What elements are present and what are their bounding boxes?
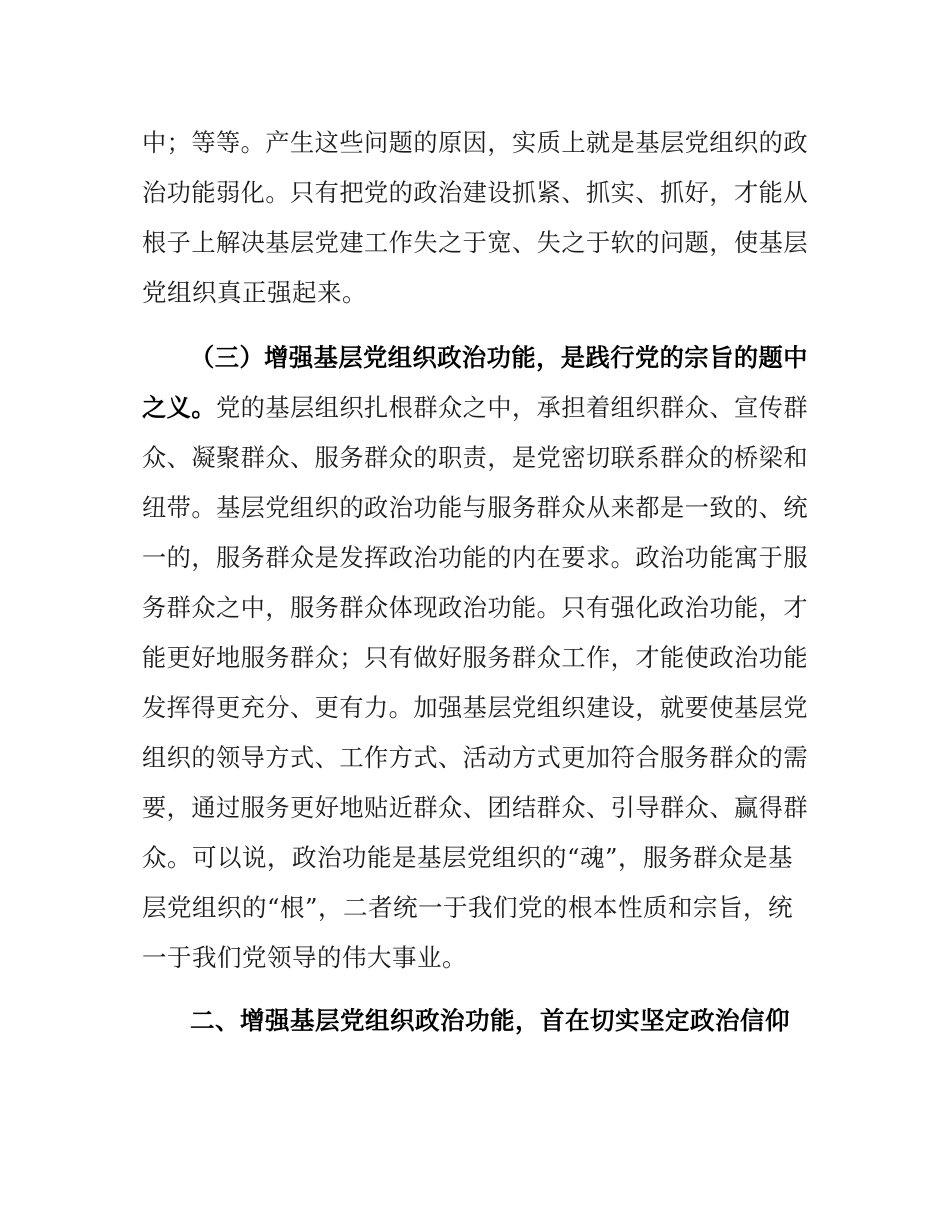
- paragraph-line: 众。可以说，政治功能是基层党组织的“魂”，服务群众是基: [142, 843, 794, 872]
- paragraph-line: 一的，服务群众是发挥政治功能的内在要求。政治功能寓于服: [142, 543, 808, 572]
- paragraph-line: 能更好地服务群众；只有做好服务群众工作，才能使政治功能: [142, 643, 808, 672]
- paragraph-line: 发挥得更充分、更有力。加强基层党组织建设，就要使基层党: [142, 693, 808, 722]
- paragraph-line: 组织的领导方式、工作方式、活动方式更加符合服务群众的需: [142, 743, 808, 772]
- subsection-heading-end: 之义。: [142, 393, 216, 422]
- paragraph-line: 一于我们党领导的伟大事业。: [142, 943, 467, 972]
- paragraph-line: 层党组织的“根”，二者统一于我们党的根本性质和宗旨，统: [142, 893, 794, 922]
- paragraph-line: 治功能弱化。只有把党的政治建设抓紧、抓实、抓好，才能从: [142, 178, 808, 207]
- paragraph-line: 众、凝聚群众、服务群众的职责，是党密切联系群众的桥梁和: [142, 443, 808, 472]
- paragraph-line: [142, 390, 808, 426]
- paragraph-text: 党的基层组织扎根群众之中，承担着组织群众、宣传群: [216, 393, 808, 422]
- subsection-heading: （三）增强基层党组织政治功能，是践行党的宗旨的题中: [190, 343, 808, 372]
- section-heading: 二、增强基层党组织政治功能，首在切实坚定政治信仰: [190, 1006, 790, 1035]
- paragraph-line: 纽带。基层党组织的政治功能与服务群众从来都是一致的、统: [142, 493, 808, 522]
- paragraph-line: 要，通过服务更好地贴近群众、团结群众、引导群众、赢得群: [142, 793, 808, 822]
- paragraph-line: 务群众之中，服务群众体现政治功能。只有强化政治功能，才: [142, 593, 808, 622]
- paragraph-line: 根子上解决基层党建工作失之于宽、失之于软的问题，使基层: [142, 228, 808, 257]
- paragraph-line: 中；等等。产生这些问题的原因，实质上就是基层党组织的政: [142, 128, 808, 157]
- paragraph-line: 党组织真正强起来。: [142, 278, 367, 307]
